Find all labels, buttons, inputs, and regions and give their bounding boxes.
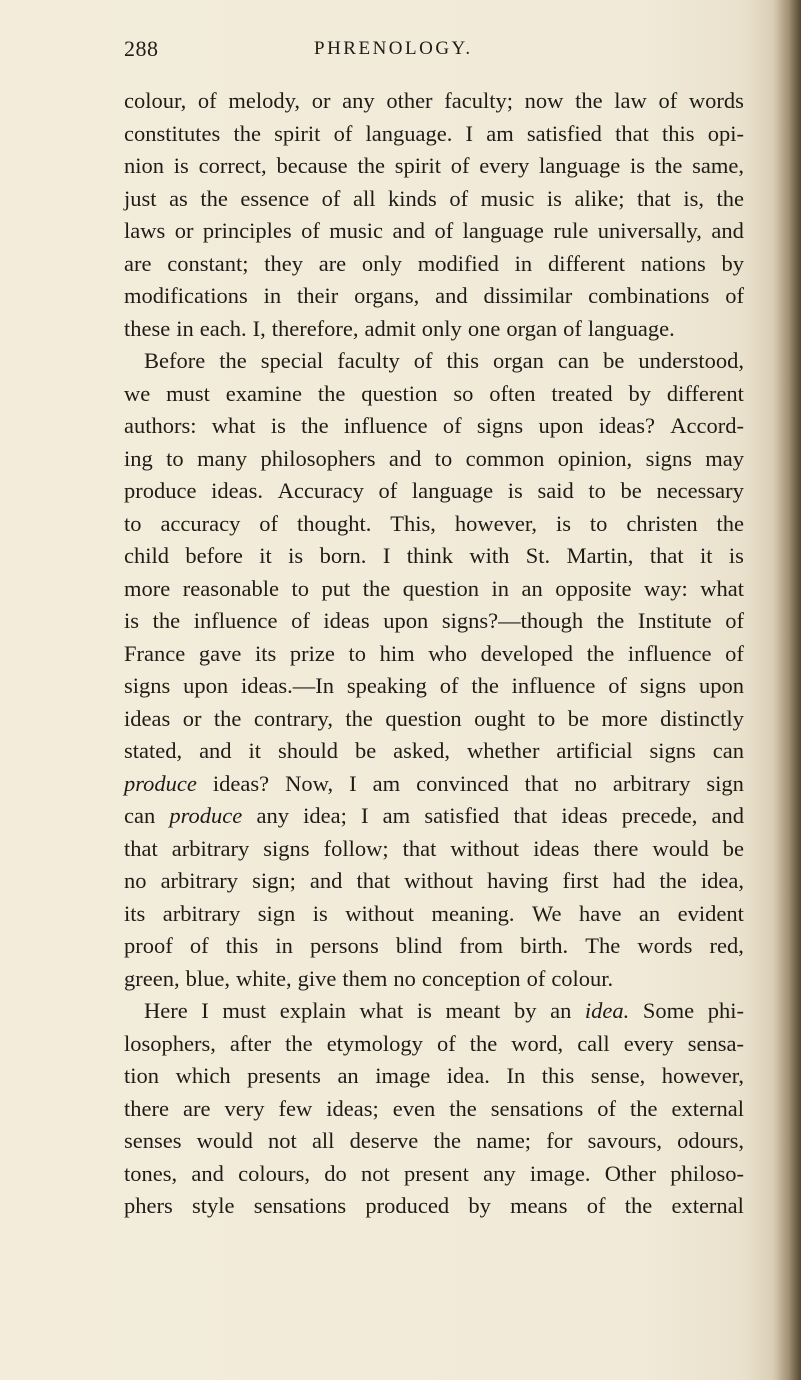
text-line: colour, of melody, or any other faculty; now the law of words xyxy=(124,88,744,113)
text-line: there are very few ideas; even the sensations of the external xyxy=(124,1095,744,1121)
text-line: can produce any idea; I am satisfied that ideas precede, and xyxy=(124,803,744,828)
text-line: constitutes the spirit of language. I am satisfied that this opi- xyxy=(124,120,744,146)
text-line: laws or principles of music and of language rule universally, and xyxy=(124,218,744,243)
running-head: PHRENOLOGY. xyxy=(314,38,473,59)
text-line: produce ideas? Now, I am convinced that no arbitrary sign xyxy=(124,770,744,796)
text-line: green, blue, white, give them no conception of colour. xyxy=(124,965,614,991)
page-header xyxy=(124,36,744,76)
text-line: to accuracy of thought. This, however, is to christen the xyxy=(124,510,744,536)
text-line: are constant; they are only modified in different nations by xyxy=(124,250,744,276)
text-line: losophers, after the etymology of the word, call every sensa- xyxy=(124,1030,744,1056)
text-line: just as the essence of all kinds of music is alike; that is, the xyxy=(124,185,744,211)
text-line: ing to many philosophers and to common opinion, signs may xyxy=(124,445,744,471)
text-line: ideas or the contrary, the question ought to be more distinctly xyxy=(124,705,744,731)
text-line: proof of this in persons blind from birth. The words red, xyxy=(124,933,744,958)
page-edge-shadow xyxy=(773,0,801,1380)
page-number: 288 xyxy=(124,36,159,61)
text-line: more reasonable to put the question in an opposite way: what xyxy=(124,575,744,601)
text-line: phers style sensations produced by means of the external xyxy=(124,1193,744,1218)
text-line: that arbitrary signs follow; that without ideas there would be xyxy=(124,835,744,861)
text-line: stated, and it should be asked, whether artificial signs can xyxy=(124,738,744,763)
text-line: tion which presents an image idea. In this sense, however, xyxy=(124,1063,744,1088)
text-line: authors: what is the influence of signs upon ideas? Accord- xyxy=(124,413,744,438)
text-line: its arbitrary sign is without meaning. We have an evident xyxy=(124,900,744,926)
text-line: these in each. I, therefore, admit only one organ of language. xyxy=(124,315,675,341)
text-line: no arbitrary sign; and that without having first had the idea, xyxy=(124,868,744,893)
text-line: France gave its prize to him who developed the influence of xyxy=(124,640,744,666)
text-line: child before it is born. I think with St. Martin, that it is xyxy=(124,543,744,568)
text-line: Before the special faculty of this organ can be understood, xyxy=(144,348,744,373)
text-line: senses would not all deserve the name; for savours, odours, xyxy=(124,1128,744,1153)
text-line: is the influence of ideas upon signs?—though the Institute of xyxy=(124,608,744,633)
text-line: nion is correct, because the spirit of every language is the same, xyxy=(124,153,744,178)
text-line: tones, and colours, do not present any image. Other philoso- xyxy=(124,1160,744,1186)
text-line: produce ideas. Accuracy of language is said to be necessary xyxy=(124,478,744,503)
text-line: we must examine the question so often treated by different xyxy=(124,380,744,406)
text-line: modifications in their organs, and dissimilar combinations of xyxy=(124,283,744,308)
text-line: Here I must explain what is meant by an idea. Some phi- xyxy=(144,998,744,1023)
body-text xyxy=(124,85,744,1223)
text-line: signs upon ideas.—In speaking of the influence of signs upon xyxy=(124,673,744,698)
